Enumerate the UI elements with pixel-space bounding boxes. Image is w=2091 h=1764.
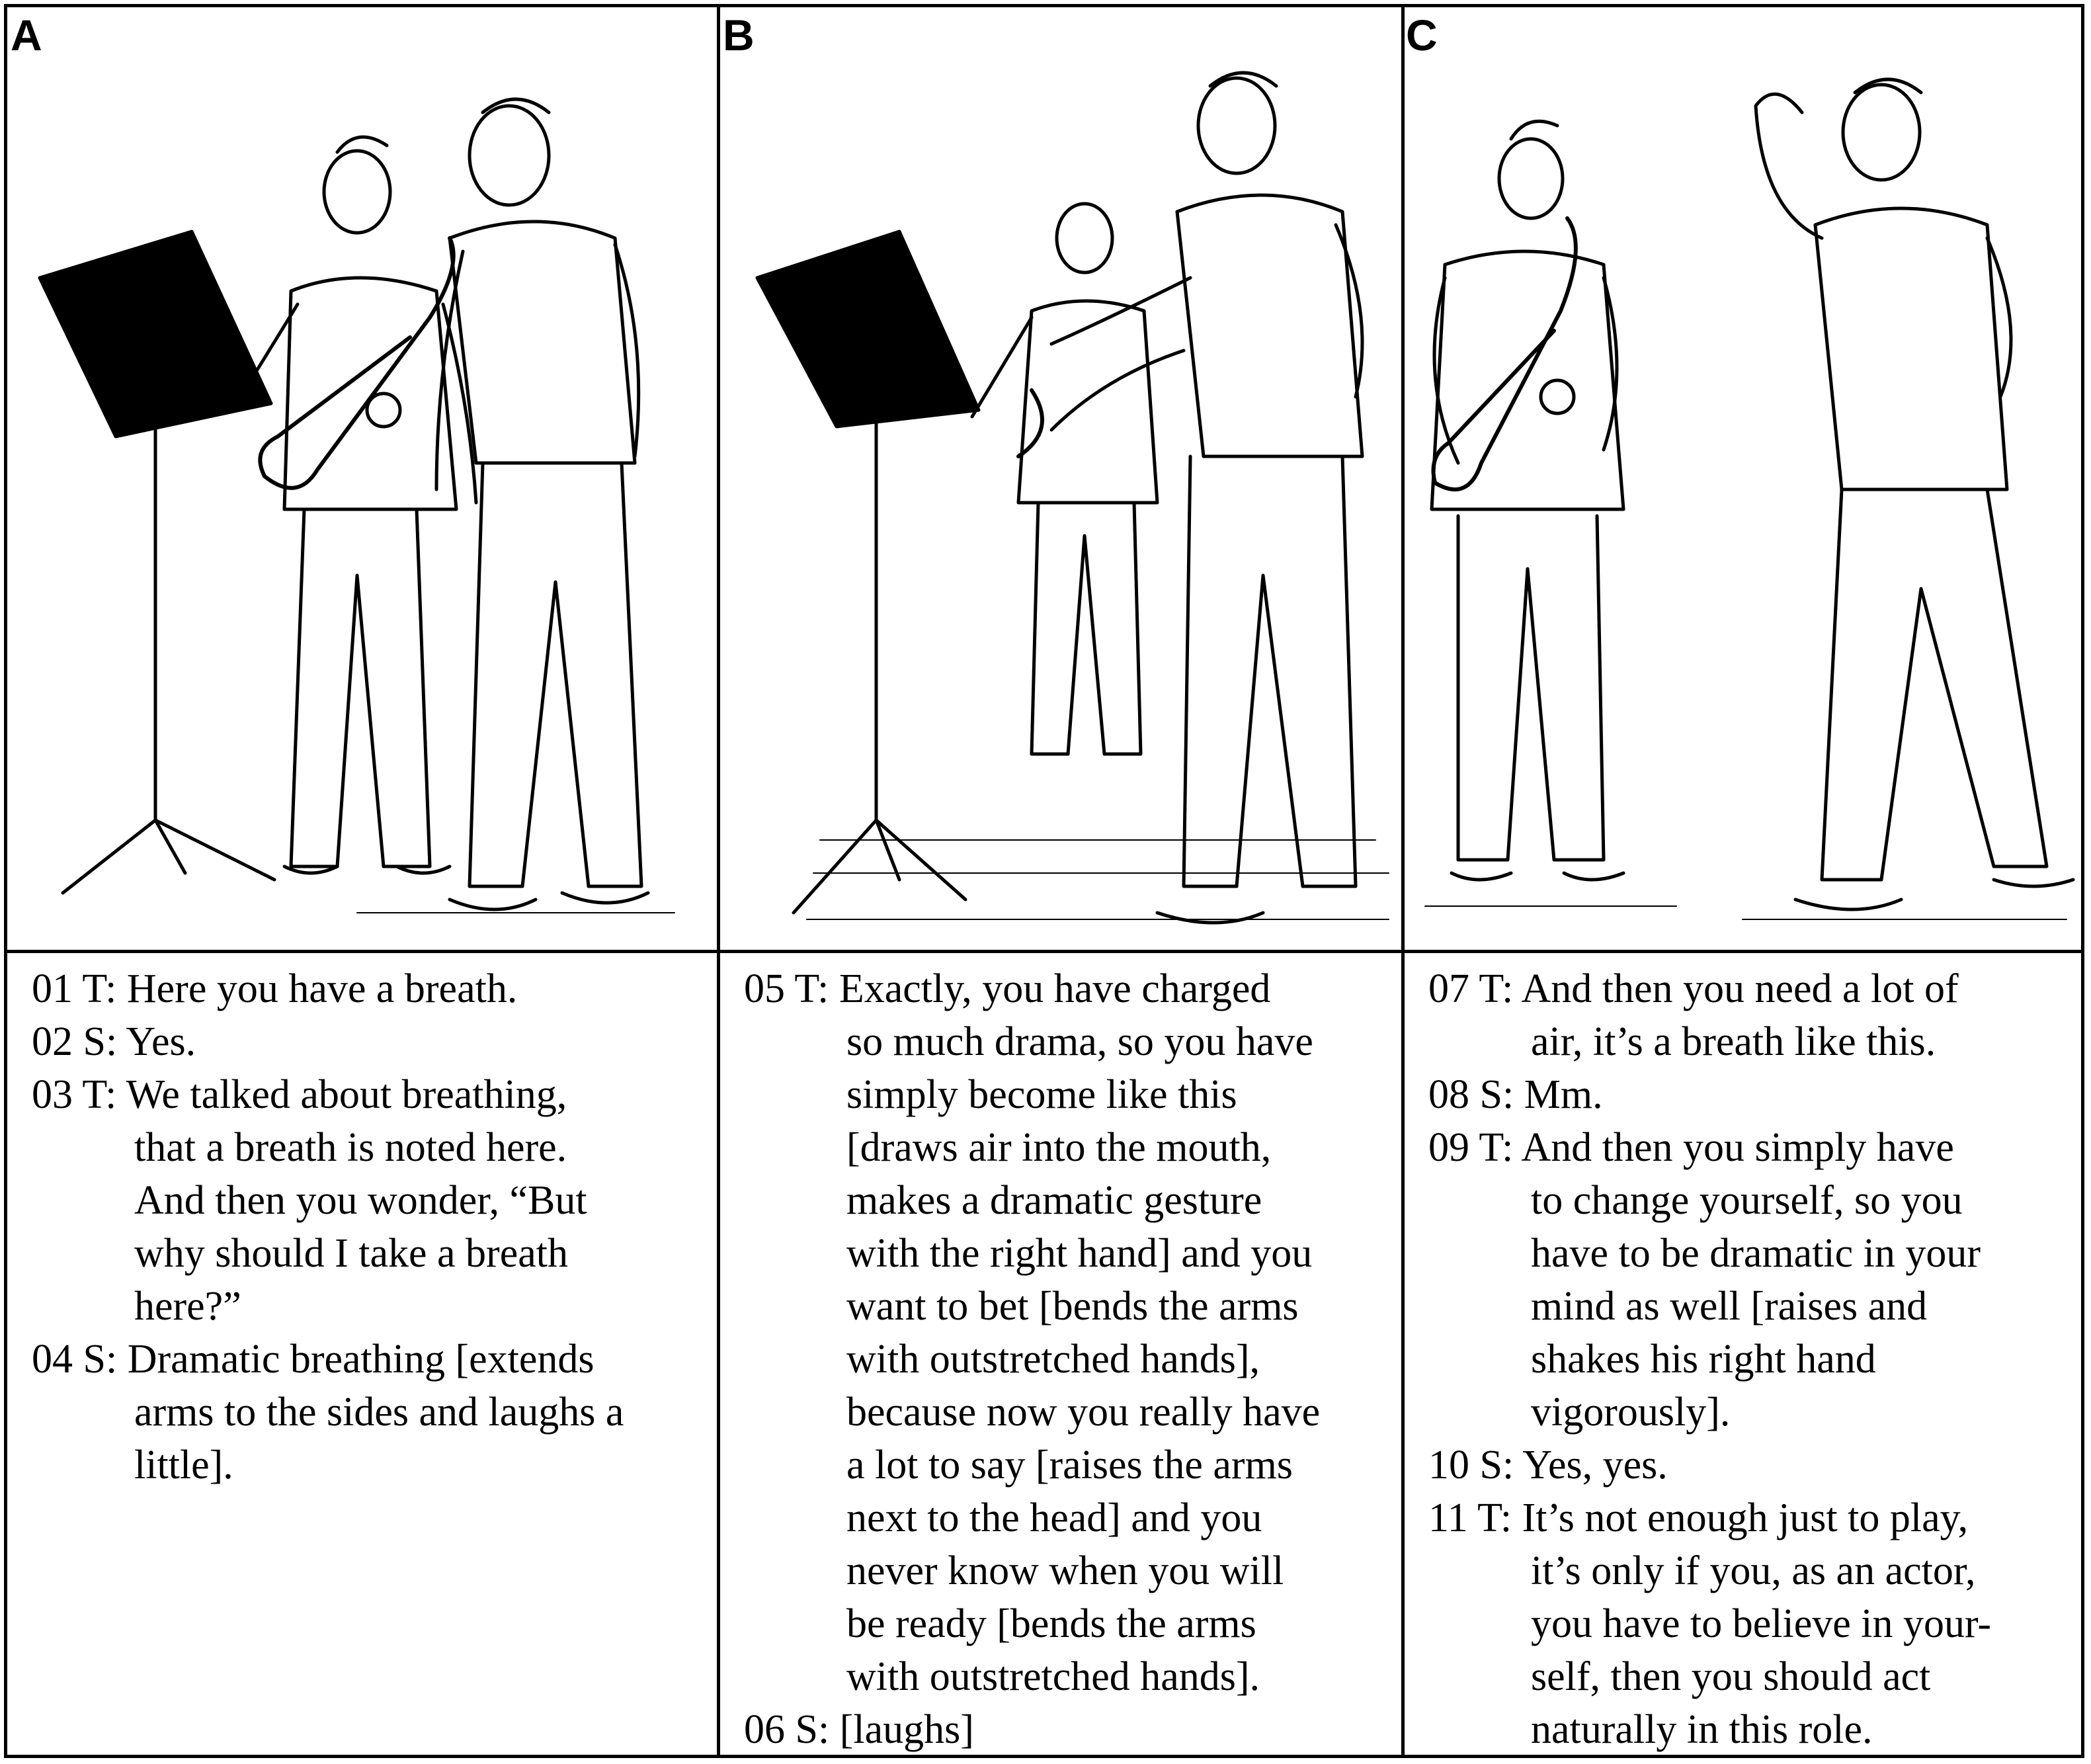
turn-continuation: arms to the sides and laughs a	[134, 1390, 624, 1435]
turn-continuation: next to the head] and you	[846, 1495, 1262, 1540]
panel-c-illustration	[1412, 40, 2076, 952]
turn-continuation: it’s only if you, as an actor,	[1531, 1548, 1976, 1593]
turn-10	[1428, 1439, 2083, 1491]
turn-text: Exactly, you have charged	[839, 966, 1271, 1011]
turn-continuation: never know when you will	[846, 1548, 1284, 1593]
teacher-student-saxophone-drawing-a	[26, 40, 701, 952]
divider-a-b	[717, 4, 720, 1758]
turn-continuation: air, it’s a breath like this.	[1531, 1019, 1936, 1064]
turn-continuation: with outstretched hands].	[846, 1654, 1260, 1699]
turn-continuation: makes a dramatic gesture	[846, 1178, 1262, 1223]
turn-07	[1428, 962, 2083, 1015]
turn-continuation: [draws air into the mouth,	[846, 1125, 1272, 1170]
teacher-student-saxophone-drawing-c	[1412, 40, 2076, 952]
turn-code: 03 T:	[32, 1072, 117, 1117]
turn-02	[32, 1015, 706, 1068]
turn-continuation: mind as well [raises and	[1531, 1284, 1928, 1329]
turn-continuation: a lot to say [raises the arms	[846, 1443, 1293, 1488]
turn-code: 04 S:	[32, 1337, 118, 1382]
turn-text: [laughs]	[839, 1707, 974, 1752]
turn-text: It’s not enough just to play,	[1522, 1495, 1969, 1540]
turn-11	[1428, 1491, 2083, 1544]
turn-continuation: with outstretched hands],	[846, 1337, 1260, 1382]
turn-text: Yes, yes.	[1522, 1443, 1668, 1488]
turn-continuation: And then you wonder, “But	[134, 1178, 587, 1223]
turn-continuation: have to be dramatic in your	[1531, 1231, 1981, 1276]
turn-05	[744, 962, 1399, 1015]
panel-b-transcript	[744, 962, 1399, 1756]
turn-continuation: why should I take a breath	[134, 1231, 568, 1276]
turn-continuation: so much drama, so you have	[846, 1019, 1313, 1064]
turn-continuation: shakes his right hand	[1531, 1337, 1876, 1382]
turn-04	[32, 1333, 706, 1386]
turn-continuation: self, then you should act	[1531, 1654, 1931, 1699]
turn-continuation: with the right hand] and you	[846, 1231, 1313, 1276]
turn-code: 02 S:	[32, 1019, 118, 1064]
turn-code: 10 S:	[1428, 1443, 1514, 1488]
turn-text: Mm.	[1524, 1072, 1603, 1117]
turn-continuation: here?”	[134, 1284, 241, 1329]
turn-text: Yes.	[126, 1019, 196, 1064]
turn-text: Dramatic breathing [extends	[127, 1337, 594, 1382]
turn-09	[1428, 1121, 2083, 1174]
panel-c-transcript	[1428, 962, 2083, 1756]
turn-08	[1428, 1068, 2083, 1121]
turn-continuation: because now you really have	[846, 1390, 1321, 1435]
panel-a-illustration	[26, 40, 701, 952]
turn-code: 01 T:	[32, 966, 117, 1011]
turn-code: 08 S:	[1428, 1072, 1514, 1117]
teacher-student-saxophone-drawing-b	[727, 40, 1395, 952]
turn-continuation: naturally in this role.	[1531, 1707, 1873, 1752]
turn-code: 07 T:	[1428, 966, 1514, 1011]
panel-b-label: B	[723, 11, 755, 60]
turn-code: 06 S:	[744, 1707, 830, 1752]
turn-continuation: that a breath is noted here.	[134, 1125, 567, 1170]
panel-a-transcript	[32, 962, 706, 1491]
turn-code: 09 T:	[1428, 1125, 1514, 1170]
panel-a-label: A	[11, 11, 42, 60]
turn-code: 11 T:	[1428, 1495, 1512, 1540]
turn-03	[32, 1068, 706, 1121]
turn-continuation: be ready [bends the arms	[846, 1601, 1256, 1646]
turn-code: 05 T:	[744, 966, 829, 1011]
turn-06	[744, 1703, 1399, 1756]
turn-continuation: to change yourself, so you	[1531, 1178, 1963, 1223]
turn-continuation: simply become like this	[846, 1072, 1237, 1117]
turn-text: We talked about breathing,	[126, 1072, 567, 1117]
turn-text: And then you simply have	[1521, 1125, 1954, 1170]
panel-c-label: C	[1406, 11, 1438, 60]
panel-b-illustration	[727, 40, 1395, 952]
turn-continuation: you have to believe in your-	[1531, 1601, 1992, 1646]
turn-text: Here you have a breath.	[126, 966, 518, 1011]
turn-continuation: want to bet [bends the arms	[846, 1284, 1299, 1329]
turn-continuation: vigorously].	[1531, 1390, 1731, 1435]
turn-continuation: little].	[134, 1443, 233, 1488]
turn-text: And then you need a lot of	[1521, 966, 1959, 1011]
turn-01	[32, 962, 706, 1015]
divider-b-c	[1401, 4, 1405, 1758]
